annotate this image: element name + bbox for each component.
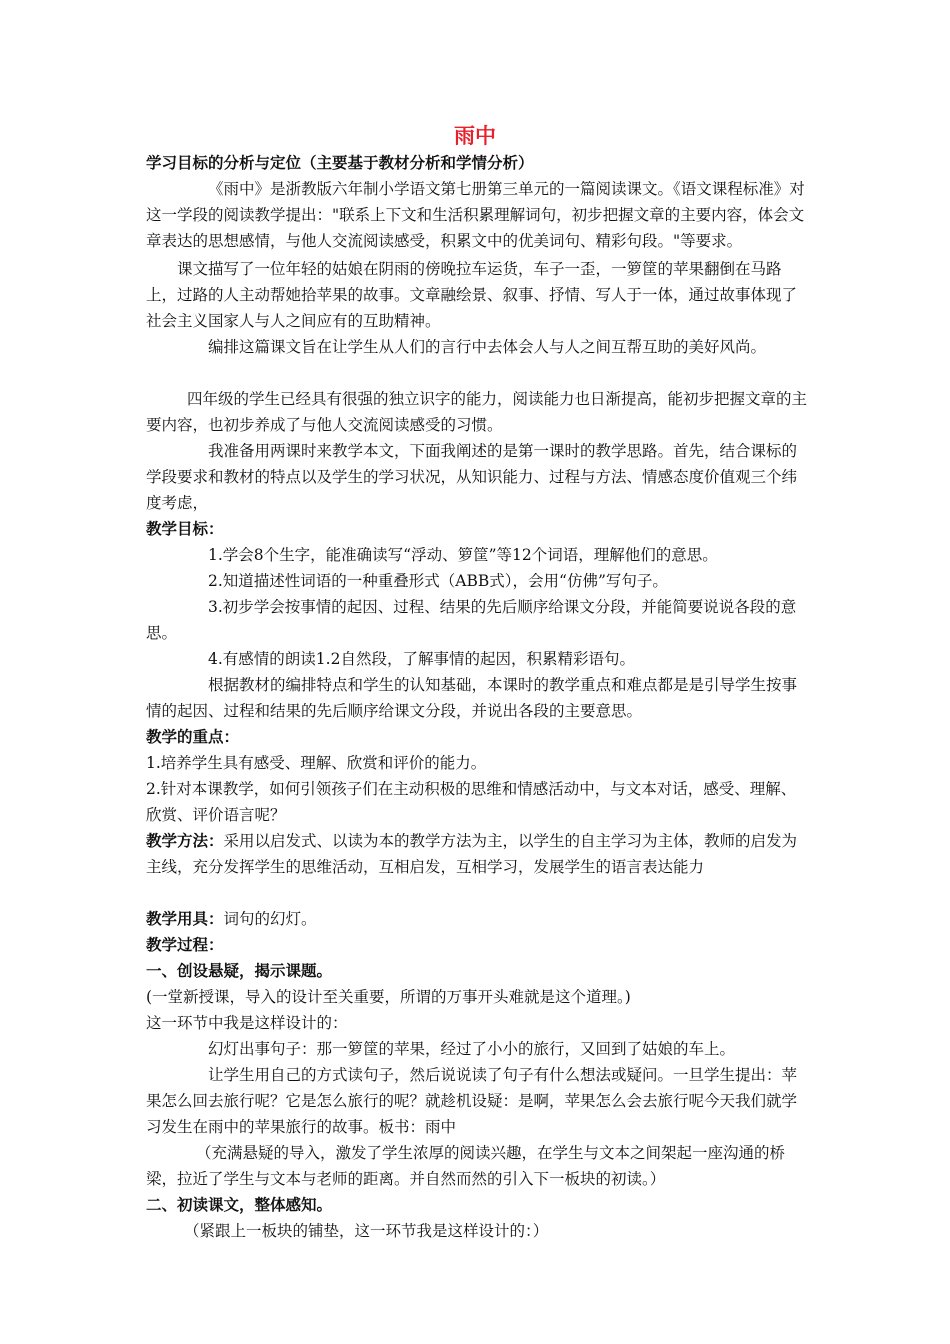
paragraph-purpose: 编排这篇课文旨在让学生从人们的言行中去体会人与人之间互帮互助的美好风尚。 <box>208 338 767 356</box>
goal-item: 3.初步学会按事情的起因、过程、结果的先后顺序给课文分段，并能简要说说各段的意思。 <box>146 598 797 642</box>
step-heading-1: 一、创设悬疑，揭示课题。 <box>146 962 333 980</box>
tools-text: 词句的幻灯。 <box>223 910 317 928</box>
step1-intro: 这一环节中我是这样设计的： <box>146 1014 348 1032</box>
goal-item: 2.知道描述性词语的一种重叠形式（ABB式），会用“仿佛”写句子。 <box>208 572 668 590</box>
step1-reflection: （充满悬疑的导入，激发了学生浓厚的阅读兴趣，在学生与文本之间架起一座沟通的桥梁，拉近了学生与文本与老师的距离。并自然而然的引入下一板块的初读。） <box>146 1144 786 1188</box>
paragraph-text-description: 课文描写了一位年轻的姑娘在阴雨的傍晚拉车运货，车子一歪，一箩筐的苹果翻倒在马路上，过路的人主动帮她拾苹果的故事。文章融绘景、叙事、抒情、写人于一体，通过故事体现了社会主义国家人与人之间应有的互助精神。 <box>146 260 798 330</box>
paragraph-students: 四年级的学生已经具有很强的独立识字的能力，阅读能力也日渐提高，能初步把握文章的主要内容，也初步养成了与他人交流阅读感受的习惯。 <box>146 390 808 434</box>
spacer <box>146 880 810 906</box>
focus-item: 1.培养学生具有感受、理解、欣赏和评价的能力。 <box>146 754 487 772</box>
section-heading-goals: 教学目标： <box>146 520 224 538</box>
method-label: 教学方法： <box>146 832 224 850</box>
step1-note: (一堂新授课，导入的设计至关重要，所谓的万事开头难就是这个道理。) <box>146 988 631 1006</box>
step-heading-2: 二、初读课文，整体感知。 <box>146 1196 333 1214</box>
section-heading-analysis: 学习目标的分析与定位（主要基于教材分析和学情分析） <box>146 154 534 172</box>
paragraph-tools <box>146 906 810 932</box>
spacer <box>146 360 810 386</box>
step2-note: （紧跟上一板块的铺垫，这一环节我是这样设计的：） <box>184 1222 549 1240</box>
focus-item: 2.针对本课教学，如何引领孩子们在主动积极的思维和情感活动中，与文本对话，感受、理解、欣赏、评价语言呢？ <box>146 780 797 824</box>
step1-slide-sentence: 幻灯出事句子：那一箩筐的苹果，经过了小小的旅行，又回到了姑娘的车上。 <box>208 1040 736 1058</box>
paragraph-key-points: 根据教材的编排特点和学生的认知基础，本课时的教学重点和难点都是是引导学生按事情的起因、过程和结果的先后顺序给课文分段，并说出各段的主要意思。 <box>146 676 798 720</box>
section-heading-process: 教学过程： <box>146 936 224 954</box>
goal-item: 4.有感情的朗读1.2自然段，了解事情的起因，积累精彩语句。 <box>208 650 635 668</box>
method-text: 采用以启发式、以读为本的教学方法为主，以学生的自主学习为主体，教师的启发为主线，充分发挥学生的思维活动，互相启发，互相学习，发展学生的语言表达能力 <box>146 832 798 876</box>
tools-label: 教学用具： <box>146 910 224 928</box>
document-body <box>146 150 810 1244</box>
step1-activity: 让学生用自己的方式读句子，然后说说读了句子有什么想法或疑问。一旦学生提出：苹果怎么回去旅行呢？它是怎么旅行的呢？就趁机设疑：是啊，苹果怎么会去旅行呢今天我们就学习发生在雨中的苹果旅行的故事。板书：雨中 <box>146 1066 798 1136</box>
paragraph-standard: 《雨中》是浙教版六年制小学语文第七册第三单元的一篇阅读课文。《语文课程标准》对这一学段的阅读教学提出："联系上下文和生活积累理解词句，初步把握文章的主要内容，体会文章表达的思想感情，与他人交流阅读感受，积累文中的优美词句、精彩句段。"等要求。 <box>146 180 805 250</box>
page-title: 雨中 <box>454 124 496 148</box>
paragraph-plan: 我准备用两课时来教学本文，下面我阐述的是第一课时的教学思路。首先，结合课标的学段要求和教材的特点以及学生的学习状况，从知识能力、过程与方法、情感态度价值观三个纬度考虑， <box>146 442 798 512</box>
paragraph-method <box>146 828 810 880</box>
goal-item: 1.学会8个生字，能准确读写“浮动、箩筐”等12个词语，理解他们的意思。 <box>208 546 718 564</box>
section-heading-focus: 教学的重点： <box>146 728 240 746</box>
